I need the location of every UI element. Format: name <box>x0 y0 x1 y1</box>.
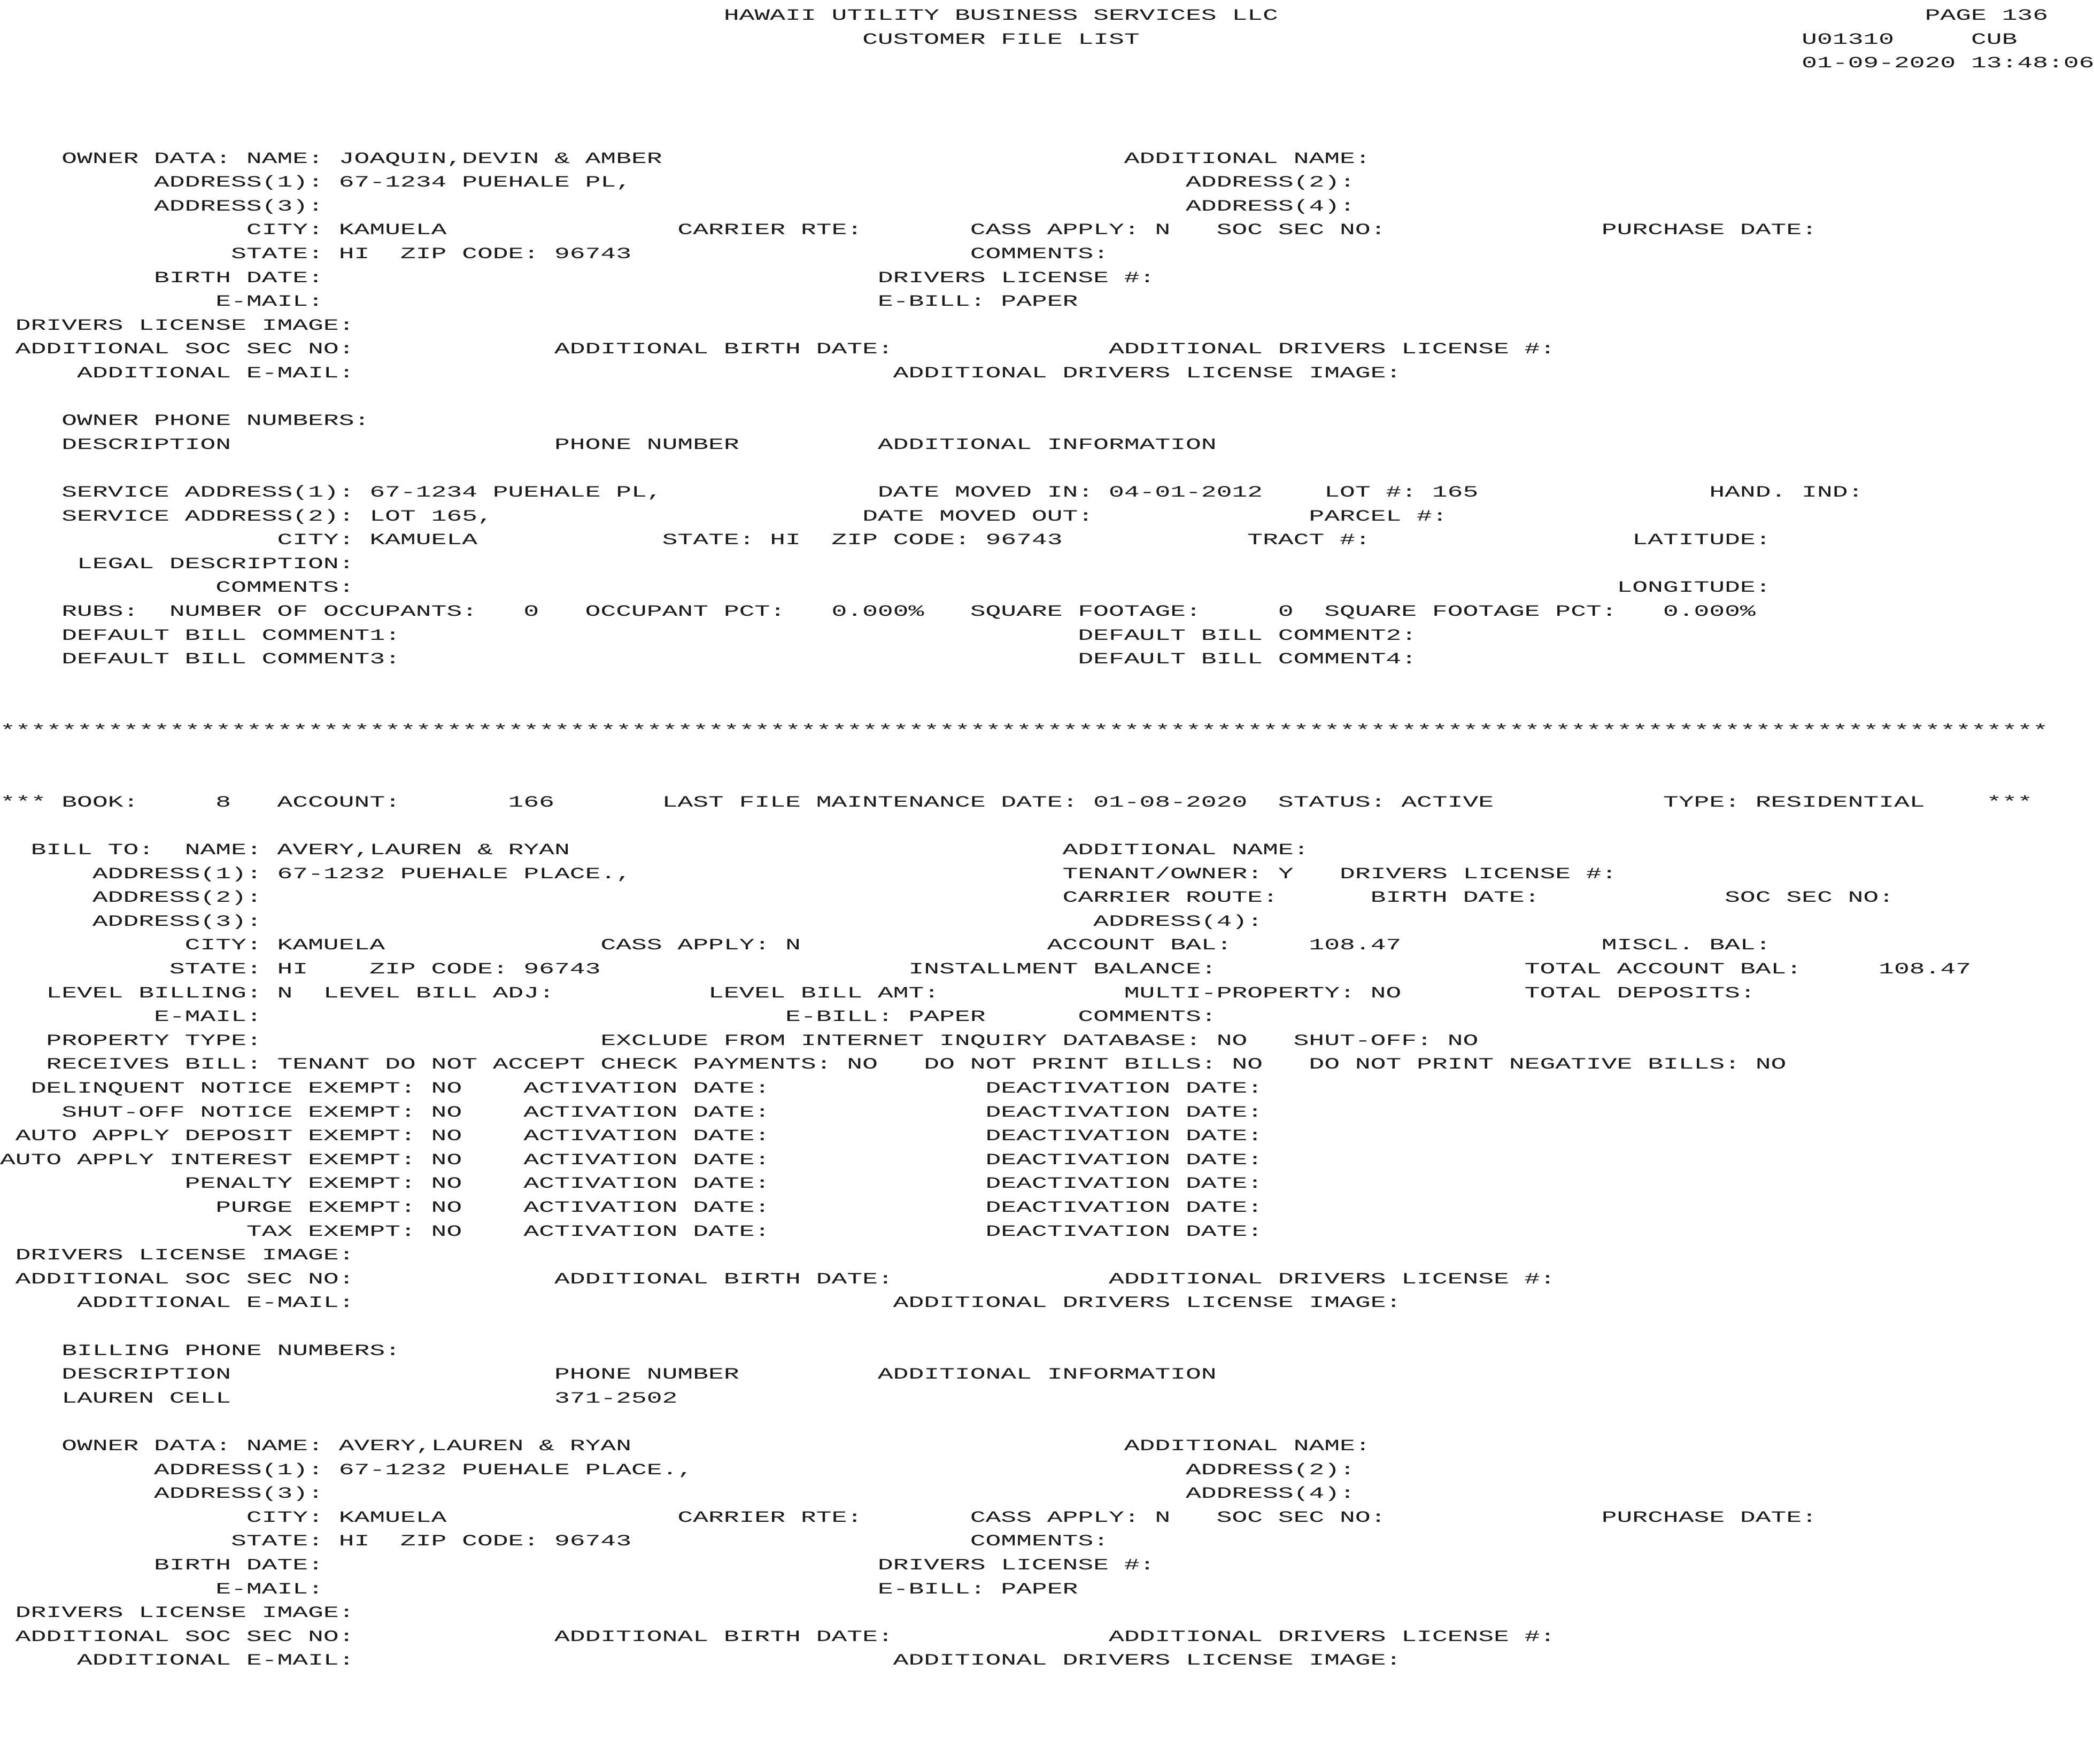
report-line: PURGE EXEMPT: NO ACTIVATION DATE: DEACTIVATION DATE: <box>0 1199 1263 1217</box>
report-line: ADDRESS(1): 67-1232 PUEHALE PLACE., TENANT/OWNER: Y DRIVERS LICENSE #: <box>0 865 1617 884</box>
report-line: ADDITIONAL E-MAIL: ADDITIONAL DRIVERS LICENSE IMAGE: <box>0 1652 1402 1670</box>
report-line: PROPERTY TYPE: EXCLUDE FROM INTERNET INQUIRY DATABASE: NO SHUT-OFF: NO <box>0 1032 1479 1050</box>
report-line: PENALTY EXEMPT: NO ACTIVATION DATE: DEACTIVATION DATE: <box>0 1175 1263 1194</box>
report-line: RECEIVES BILL: TENANT DO NOT ACCEPT CHECK PAYMENTS: NO DO NOT PRINT BILLS: NO DO NOT PRINT NEGATIVE BILLS: NO <box>0 1056 1787 1074</box>
report-line: CITY: KAMUELA STATE: HI ZIP CODE: 96743 TRACT #: LATITUDE: <box>0 531 1771 550</box>
report-line: OWNER DATA: NAME: JOAQUIN,DEVIN & AMBER ADDITIONAL NAME: <box>0 150 1371 168</box>
report-line: ADDITIONAL SOC SEC NO: ADDITIONAL BIRTH DATE: ADDITIONAL DRIVERS LICENSE #: <box>0 341 1556 359</box>
report-line: TAX EXEMPT: NO ACTIVATION DATE: DEACTIVATION DATE: <box>0 1223 1263 1241</box>
report-line: BILLING PHONE NUMBERS: <box>0 1342 400 1360</box>
report-line: DELINQUENT NOTICE EXEMPT: NO ACTIVATION DATE: DEACTIVATION DATE: <box>0 1080 1263 1098</box>
report-line: BILL TO: NAME: AVERY,LAUREN & RYAN ADDITIONAL NAME: <box>0 841 1309 860</box>
report-line: DRIVERS LICENSE IMAGE: <box>0 1604 354 1623</box>
report-line: ADDITIONAL E-MAIL: ADDITIONAL DRIVERS LICENSE IMAGE: <box>0 365 1402 383</box>
report-line: ADDITIONAL SOC SEC NO: ADDITIONAL BIRTH DATE: ADDITIONAL DRIVERS LICENSE #: <box>0 1628 1556 1646</box>
report-line: CITY: KAMUELA CASS APPLY: N ACCOUNT BAL: 108.47 MISCL. BAL: <box>0 937 1771 955</box>
report-line: STATE: HI ZIP CODE: 96743 COMMENTS: <box>0 1533 1109 1551</box>
report-line: AUTO APPLY DEPOSIT EXEMPT: NO ACTIVATION DATE: DEACTIVATION DATE: <box>0 1127 1263 1146</box>
report-line: DRIVERS LICENSE IMAGE: <box>0 316 354 335</box>
report-line: DEFAULT BILL COMMENT3: DEFAULT BILL COMMENT4: <box>0 651 1417 669</box>
report-line: LEVEL BILLING: N LEVEL BILL ADJ: LEVEL BILL AMT: MULTI-PROPERTY: NO TOTAL DEPOSITS: <box>0 984 1756 1003</box>
section-separator: ************************************************************************************************************************************* <box>0 722 2049 740</box>
report-timestamp-line: 01-09-2020 13:48:06 <box>0 55 2094 73</box>
report-line: AUTO APPLY INTEREST EXEMPT: NO ACTIVATION DATE: DEACTIVATION DATE: <box>0 1151 1263 1170</box>
report-line: ADDRESS(2): CARRIER ROUTE: BIRTH DATE: SOC SEC NO: <box>0 889 1894 908</box>
report-company-line: HAWAII UTILITY BUSINESS SERVICES LLC PAGE 136 <box>0 7 2049 25</box>
report-line: ADDITIONAL SOC SEC NO: ADDITIONAL BIRTH DATE: ADDITIONAL DRIVERS LICENSE #: <box>0 1270 1556 1289</box>
report-line: E-MAIL: E-BILL: PAPER <box>0 293 1078 312</box>
report-line: SERVICE ADDRESS(1): 67-1234 PUEHALE PL, DATE MOVED IN: 04-01-2012 LOT #: 165 HAND. IND: <box>0 484 1864 502</box>
report-line: COMMENTS: LONGITUDE: <box>0 579 1771 598</box>
report-line: DEFAULT BILL COMMENT1: DEFAULT BILL COMMENT2: <box>0 626 1417 645</box>
report-line: DRIVERS LICENSE IMAGE: <box>0 1247 354 1265</box>
report-line: STATE: HI ZIP CODE: 96743 INSTALLMENT BALANCE: TOTAL ACCOUNT BAL: 108.47 <box>0 961 1971 979</box>
report-line: RUBS: NUMBER OF OCCUPANTS: 0 OCCUPANT PCT: 0.000% SQUARE FOOTAGE: 0 SQUARE FOOTAGE PCT: 0.000% <box>0 603 1756 621</box>
report-line: E-MAIL: E-BILL: PAPER <box>0 1580 1078 1599</box>
report-line: DESCRIPTION PHONE NUMBER ADDITIONAL INFORMATION <box>0 436 1217 454</box>
report-line: SHUT-OFF NOTICE EXEMPT: NO ACTIVATION DATE: DEACTIVATION DATE: <box>0 1103 1263 1122</box>
account-header-line: *** BOOK: 8 ACCOUNT: 166 LAST FILE MAINTENANCE DATE: 01-08-2020 STATUS: ACTIVE TYPE: RESIDENTIAL *** <box>0 793 2033 812</box>
report-line: ADDRESS(3): ADDRESS(4): <box>0 912 1263 931</box>
report-line: DESCRIPTION PHONE NUMBER ADDITIONAL INFORMATION <box>0 1366 1217 1384</box>
report-line: CITY: KAMUELA CARRIER RTE: CASS APPLY: N SOC SEC NO: PURCHASE DATE: <box>0 1508 1817 1527</box>
report-line: BIRTH DATE: DRIVERS LICENSE #: <box>0 269 1155 288</box>
report-title-line: CUSTOMER FILE LIST U01310 CUB <box>0 30 2018 49</box>
report-line: ADDRESS(1): 67-1234 PUEHALE PL, ADDRESS(2): <box>0 174 1355 192</box>
report-line: SERVICE ADDRESS(2): LOT 165, DATE MOVED OUT: PARCEL #: <box>0 507 1448 526</box>
report-line: ADDRESS(1): 67-1232 PUEHALE PLACE., ADDRESS(2): <box>0 1461 1355 1480</box>
report-line: OWNER DATA: NAME: AVERY,LAUREN & RYAN ADDITIONAL NAME: <box>0 1437 1371 1456</box>
report-line: OWNER PHONE NUMBERS: <box>0 412 370 431</box>
report-line: ADDRESS(3): ADDRESS(4): <box>0 1485 1355 1504</box>
report-line: LAUREN CELL 371-2502 <box>0 1389 678 1408</box>
report-line: STATE: HI ZIP CODE: 96743 COMMENTS: <box>0 245 1109 264</box>
report-line: ADDRESS(3): ADDRESS(4): <box>0 197 1355 216</box>
report-line: LEGAL DESCRIPTION: <box>0 555 354 574</box>
report-line: BIRTH DATE: DRIVERS LICENSE #: <box>0 1557 1155 1575</box>
report-line: CITY: KAMUELA CARRIER RTE: CASS APPLY: N SOC SEC NO: PURCHASE DATE: <box>0 221 1817 240</box>
report-line: ADDITIONAL E-MAIL: ADDITIONAL DRIVERS LICENSE IMAGE: <box>0 1294 1402 1313</box>
report-line: E-MAIL: E-BILL: PAPER COMMENTS: <box>0 1008 1217 1027</box>
